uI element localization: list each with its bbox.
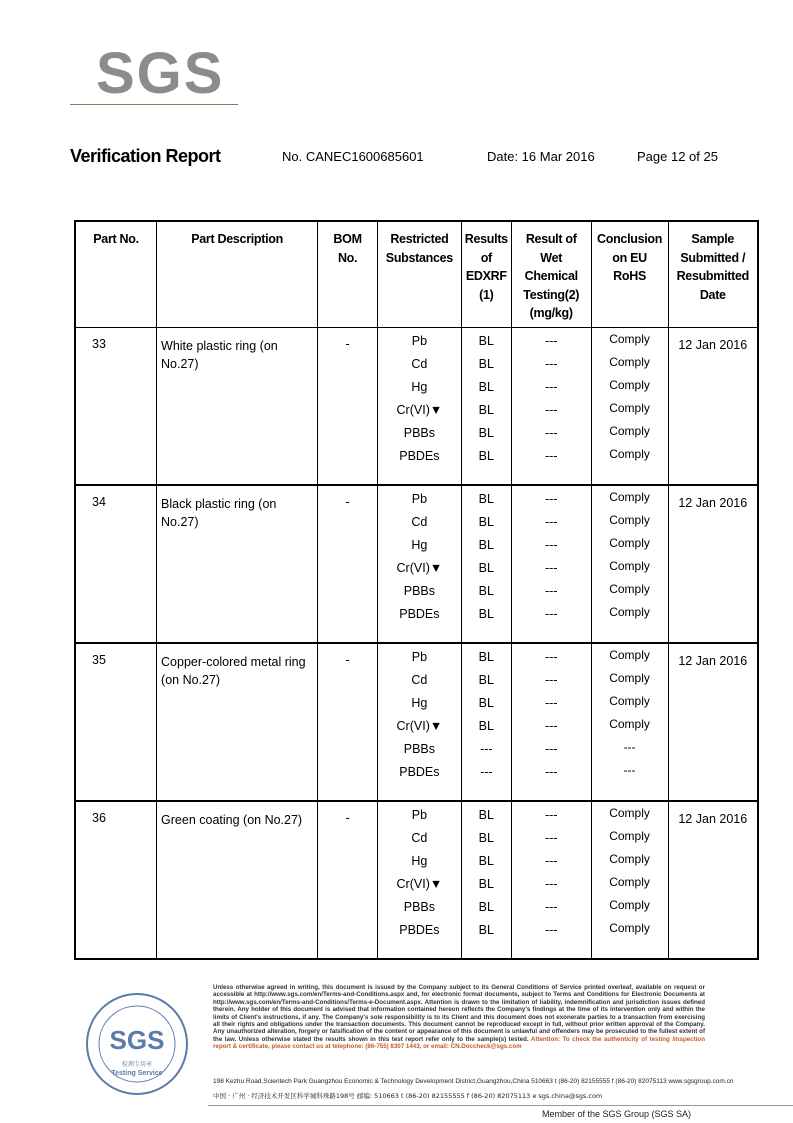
wet-chemical-results-value: ---	[544, 448, 558, 463]
rohs-conclusion	[591, 643, 668, 801]
disclaimer-text	[213, 984, 705, 1051]
edxrf-results-value: BL	[478, 695, 494, 710]
rohs-conclusion	[591, 327, 668, 485]
wet-chemical-results-value: ---	[544, 379, 558, 394]
rohs-conclusion-value: Comply	[609, 331, 650, 346]
restricted-substances-value: PBDEs	[399, 922, 440, 937]
restricted-substances-value: Cr(VI)▼	[396, 402, 443, 417]
edxrf-results-value: BL	[478, 876, 494, 891]
table-header-row	[75, 221, 758, 327]
wet-chemical-results	[511, 643, 591, 801]
rohs-conclusion-value: Comply	[609, 535, 650, 550]
rohs-conclusion-value: ---	[623, 739, 636, 754]
edxrf-results-value: BL	[478, 402, 494, 417]
edxrf-results-value: BL	[478, 583, 494, 598]
submitted-date: 12 Jan 2016	[668, 643, 758, 801]
edxrf-results-value: BL	[478, 899, 494, 914]
submitted-date: 12 Jan 2016	[668, 485, 758, 643]
address-en: 198 Kezhu Road,Scientech Park Guangzhou Economic & Technology Development District,Guangzhou,China 510663 t (86-20) 82155555 f (86-20) 82075113 www.sgsgroup.com.cn	[213, 1078, 734, 1085]
rohs-conclusion-value: ---	[623, 762, 636, 777]
rohs-conclusion-value: Comply	[609, 897, 650, 912]
wet-chemical-results-value: ---	[544, 899, 558, 914]
rohs-conclusion-value: Comply	[609, 647, 650, 662]
member-text: Member of the SGS Group (SGS SA)	[542, 1109, 692, 1119]
wet-chemical-results-value: ---	[544, 491, 558, 506]
rohs-conclusion-value: Comply	[609, 489, 650, 504]
restricted-substances-value: Hg	[411, 379, 428, 394]
restricted-substances-value: Pb	[411, 649, 428, 664]
rohs-conclusion-value: Comply	[609, 446, 650, 461]
edxrf-results-value: ---	[480, 764, 493, 779]
table-row	[75, 801, 758, 959]
rohs-conclusion-value: Comply	[609, 805, 650, 820]
rohs-conclusion-value: Comply	[609, 354, 650, 369]
edxrf-results-value: BL	[478, 649, 494, 664]
part-description: Black plastic ring (on No.27)	[157, 485, 318, 643]
bom-number: -	[318, 643, 378, 801]
rohs-conclusion	[591, 801, 668, 959]
report-date: Date: 16 Mar 2016	[487, 149, 595, 164]
column-header: BOM No.	[318, 221, 378, 327]
edxrf-results	[461, 327, 511, 485]
part-description: White plastic ring (on No.27)	[157, 327, 318, 485]
restricted-substances-value: PBDEs	[399, 448, 440, 463]
bom-number: -	[318, 485, 378, 643]
footer	[62, 978, 782, 1123]
edxrf-results-value: BL	[478, 379, 494, 394]
rohs-conclusion-value: Comply	[609, 851, 650, 866]
wet-chemical-results-value: ---	[544, 402, 558, 417]
restricted-substances	[377, 327, 461, 485]
seal-caption: 检测专用章	[121, 1061, 153, 1068]
wet-chemical-results-value: ---	[544, 514, 558, 529]
restricted-substances-value: Pb	[411, 491, 428, 506]
edxrf-results-value: BL	[478, 537, 494, 552]
wet-chemical-results-value: ---	[544, 807, 558, 822]
part-description: Copper-colored metal ring (on No.27)	[157, 643, 318, 801]
wet-chemical-results-value: ---	[544, 741, 558, 756]
restricted-substances-value: Cd	[411, 830, 428, 845]
wet-chemical-results-value: ---	[544, 425, 558, 440]
edxrf-results-value: BL	[478, 718, 494, 733]
footer-rule	[208, 1105, 793, 1106]
address-cn: 中国 · 广州 · 经济技术开发区科学城科珠路198号 邮编: 510663 t (86-20) 82155555 f (86-20) 82075113 e sgs.china@sgs.com	[213, 1092, 603, 1100]
rohs-conclusion-value: Comply	[609, 581, 650, 596]
wet-chemical-results	[511, 485, 591, 643]
column-header: Restricted Substances	[377, 221, 461, 327]
edxrf-results-value: BL	[478, 922, 494, 937]
restricted-substances-value: Cd	[411, 514, 428, 529]
table-row	[75, 643, 758, 801]
restricted-substances-value: Hg	[411, 537, 428, 552]
column-header: Part No.	[75, 221, 157, 327]
wet-chemical-results-value: ---	[544, 672, 558, 687]
rohs-conclusion-value: Comply	[609, 377, 650, 392]
restricted-substances-value: Pb	[411, 807, 428, 822]
report-title: Verification Report	[70, 146, 221, 166]
restricted-substances-value: Pb	[411, 333, 428, 348]
edxrf-results-value: BL	[478, 672, 494, 687]
rohs-conclusion-value: Comply	[609, 828, 650, 843]
wet-chemical-results-value: ---	[544, 830, 558, 845]
edxrf-results-value: BL	[478, 606, 494, 621]
restricted-substances	[377, 643, 461, 801]
edxrf-results-value: BL	[478, 356, 494, 371]
seal-text: SGS	[109, 1025, 165, 1055]
edxrf-results-value: ---	[480, 741, 493, 756]
edxrf-results	[461, 801, 511, 959]
rohs-conclusion-value: Comply	[609, 512, 650, 527]
attention-text: Attention: To check the authenticity of testing /inspection report & certificate, please contact us at telephone: (86-755) 8307 1443, or email: CN.Doccheck@sgs.com	[213, 1035, 705, 1051]
part-number: 35	[75, 643, 157, 801]
restricted-substances	[377, 801, 461, 959]
column-header: Results of EDXRF (1)	[461, 221, 511, 327]
edxrf-results-value: BL	[478, 425, 494, 440]
part-number: 33	[75, 327, 157, 485]
disclaimer-body: Unless otherwise agreed in writing, this document is issued by the Company subject to its General Conditions of Service printed overleaf, available on request or accessible at http://www.sgs.com/en/Terms-and-Conditions.aspx and, for electronic format documents, subject to Terms and Conditions for Electronic Documents at http://www.sgs.com/en/Terms-and-Conditions/Terms-e-Document.aspx. Attention is drawn to the limitation of liability, indemnification and jurisdiction issues defined therein. Any holder of this document is advised that information contained hereon reflects the Company's findings at the time of its intervention only and within the limits of Client's instructions, if any. The Company's sole responsibility is to its Client and this document does not exonerate parties to a transaction from exercising all their rights and obligations under the transaction documents. This document cannot be reproduced except in full, without prior written approval of the Company. Any unauthorized alteration, forgery or falsification of the content or appearance of this document is unlawful and offenders may be prosecuted to the fullest extent of the law. Unless otherwise stated the results shown in this test report refer only to the sample(s) tested.	[213, 984, 705, 1043]
submitted-date: 12 Jan 2016	[668, 327, 758, 485]
bom-number: -	[318, 327, 378, 485]
submitted-date: 12 Jan 2016	[668, 801, 758, 959]
wet-chemical-results-value: ---	[544, 537, 558, 552]
edxrf-results-value: BL	[478, 807, 494, 822]
results-table	[74, 220, 759, 960]
edxrf-results-value: BL	[478, 333, 494, 348]
wet-chemical-results	[511, 801, 591, 959]
restricted-substances-value: PBDEs	[399, 764, 440, 779]
rohs-conclusion-value: Comply	[609, 874, 650, 889]
restricted-substances-value: PBBs	[403, 741, 436, 756]
column-header: Result of Wet Chemical Testing(2) (mg/kg)	[511, 221, 591, 327]
table-row	[75, 485, 758, 643]
seal-service: Testing Service	[111, 1070, 163, 1077]
edxrf-results-value: BL	[478, 560, 494, 575]
bom-number: -	[318, 801, 378, 959]
edxrf-results-value: BL	[478, 830, 494, 845]
wet-chemical-results-value: ---	[544, 695, 558, 710]
restricted-substances-value: Hg	[411, 695, 428, 710]
restricted-substances-value: Cr(VI)▼	[396, 876, 443, 891]
rohs-conclusion-value: Comply	[609, 716, 650, 731]
restricted-substances-value: PBBs	[403, 899, 436, 914]
edxrf-results	[461, 485, 511, 643]
rohs-conclusion	[591, 485, 668, 643]
edxrf-results-value: BL	[478, 491, 494, 506]
rohs-conclusion-value: Comply	[609, 693, 650, 708]
wet-chemical-results-value: ---	[544, 853, 558, 868]
rohs-conclusion-value: Comply	[609, 400, 650, 415]
restricted-substances	[377, 485, 461, 643]
wet-chemical-results-value: ---	[544, 718, 558, 733]
edxrf-results	[461, 643, 511, 801]
restricted-substances-value: Hg	[411, 853, 428, 868]
column-header: Part Description	[157, 221, 318, 327]
wet-chemical-results-value: ---	[544, 333, 558, 348]
part-number: 36	[92, 810, 106, 825]
logo-rule	[70, 104, 238, 105]
wet-chemical-results	[511, 327, 591, 485]
edxrf-results-value: BL	[478, 853, 494, 868]
logo-text: SGS	[96, 41, 225, 106]
part-description: Green coating (on No.27)	[157, 801, 318, 959]
wet-chemical-results-value: ---	[544, 922, 558, 937]
rohs-conclusion-value: Comply	[609, 670, 650, 685]
restricted-substances-value: Cd	[411, 672, 428, 687]
part-number: 34	[75, 485, 157, 643]
wet-chemical-results-value: ---	[544, 649, 558, 664]
rohs-conclusion-value: Comply	[609, 558, 650, 573]
column-header: Sample Submitted / Resubmitted Date	[668, 221, 758, 327]
table-row	[75, 327, 758, 485]
restricted-substances-value: Cr(VI)▼	[396, 718, 443, 733]
report-number: No. CANEC1600685601	[282, 149, 424, 164]
wet-chemical-results-value: ---	[544, 583, 558, 598]
column-header: Conclusion on EU RoHS	[591, 221, 668, 327]
restricted-substances-value: Cr(VI)▼	[396, 560, 443, 575]
rohs-conclusion-value: Comply	[609, 423, 650, 438]
restricted-substances-value: Cd	[411, 356, 428, 371]
rohs-conclusion-value: Comply	[609, 604, 650, 619]
wet-chemical-results-value: ---	[544, 560, 558, 575]
restricted-substances-value: PBBs	[403, 425, 436, 440]
rohs-conclusion-value: Comply	[609, 920, 650, 935]
wet-chemical-results-value: ---	[544, 606, 558, 621]
wet-chemical-results-value: ---	[544, 764, 558, 779]
edxrf-results-value: BL	[478, 448, 494, 463]
wet-chemical-results-value: ---	[544, 356, 558, 371]
page-number: Page 12 of 25	[637, 149, 718, 164]
edxrf-results-value: BL	[478, 514, 494, 529]
report-header	[70, 146, 750, 168]
sgs-seal-icon	[62, 986, 212, 1106]
restricted-substances-value: PBDEs	[399, 606, 440, 621]
wet-chemical-results-value: ---	[544, 876, 558, 891]
restricted-substances-value: PBBs	[403, 583, 436, 598]
